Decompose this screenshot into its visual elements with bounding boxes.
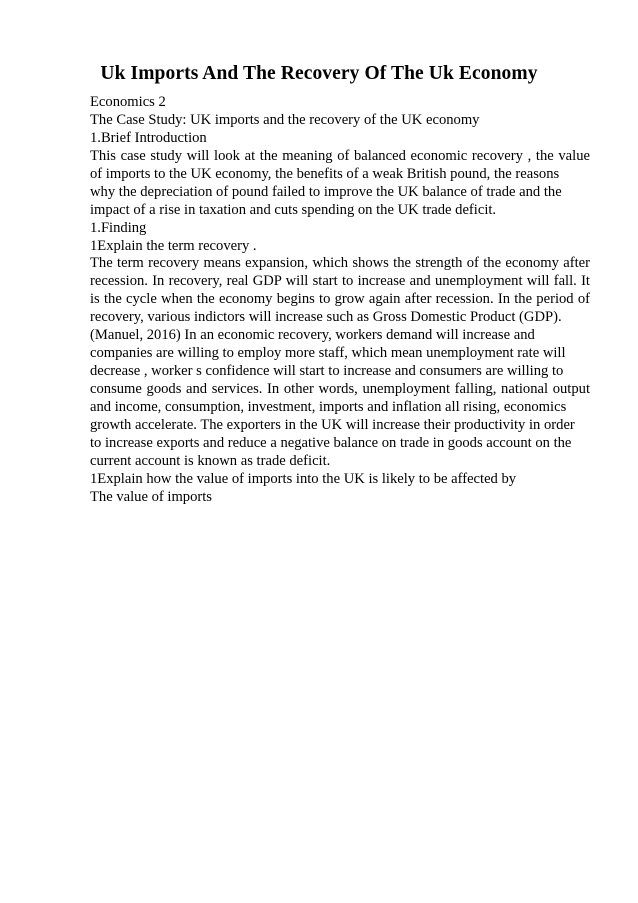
body-text-line: 1Explain how the value of imports into the UK is likely to be affected by <box>90 470 517 487</box>
body-text-line: of imports to the UK economy, the benefits of a weak British pound, the reasons <box>90 165 560 182</box>
document-body <box>90 94 590 507</box>
document-title: Uk Imports And The Recovery Of The Uk Economy <box>100 63 538 84</box>
body-text-line: and income, consumption, investment, imports and inflation all rising, economics <box>90 398 567 415</box>
body-text-line: growth accelerate. The exporters in the UK will increase their productivity in order <box>90 416 575 433</box>
body-text-line: recession. In recovery, real GDP will start to increase and unemployment will fall. It <box>90 273 590 290</box>
body-text-line: The value of imports <box>90 488 212 505</box>
body-text-line: current account is known as trade deficit. <box>90 452 331 469</box>
body-text-line: recovery, various indictors will increase such as Gross Domestic Product (GDP). <box>90 309 562 326</box>
body-text-line: is the cycle when the economy begins to grow again after recession. In the period of <box>90 291 590 308</box>
body-text-line: This case study will look at the meaning of balanced economic recovery , the value <box>90 147 590 164</box>
body-text-line: The term recovery means expansion, which shows the strength of the economy after <box>90 255 590 272</box>
body-text-line: to increase exports and reduce a negative balance on trade in goods account on the <box>90 434 572 451</box>
body-text-line: why the depreciation of pound failed to improve the UK balance of trade and the <box>90 183 562 200</box>
body-text-line: 1.Finding <box>90 219 147 236</box>
body-text-line: decrease , worker s confidence will start to increase and consumers are willing to <box>90 363 564 380</box>
body-text-line: 1Explain the term recovery . <box>90 237 257 254</box>
body-text-line: (Manuel, 2016) In an economic recovery, workers demand will increase and <box>90 327 535 344</box>
body-text-line: consume goods and services. In other words, unemployment falling, national output <box>90 381 590 397</box>
body-text-line: impact of a rise in taxation and cuts spending on the UK trade deficit. <box>90 201 497 218</box>
body-text-line: The Case Study: UK imports and the recovery of the UK economy <box>90 111 480 128</box>
body-text-line: Economics 2 <box>90 94 166 110</box>
body-text-line: 1.Brief Introduction <box>90 129 207 146</box>
body-text-line: companies are willing to employ more staff, which mean unemployment rate will <box>90 345 566 362</box>
